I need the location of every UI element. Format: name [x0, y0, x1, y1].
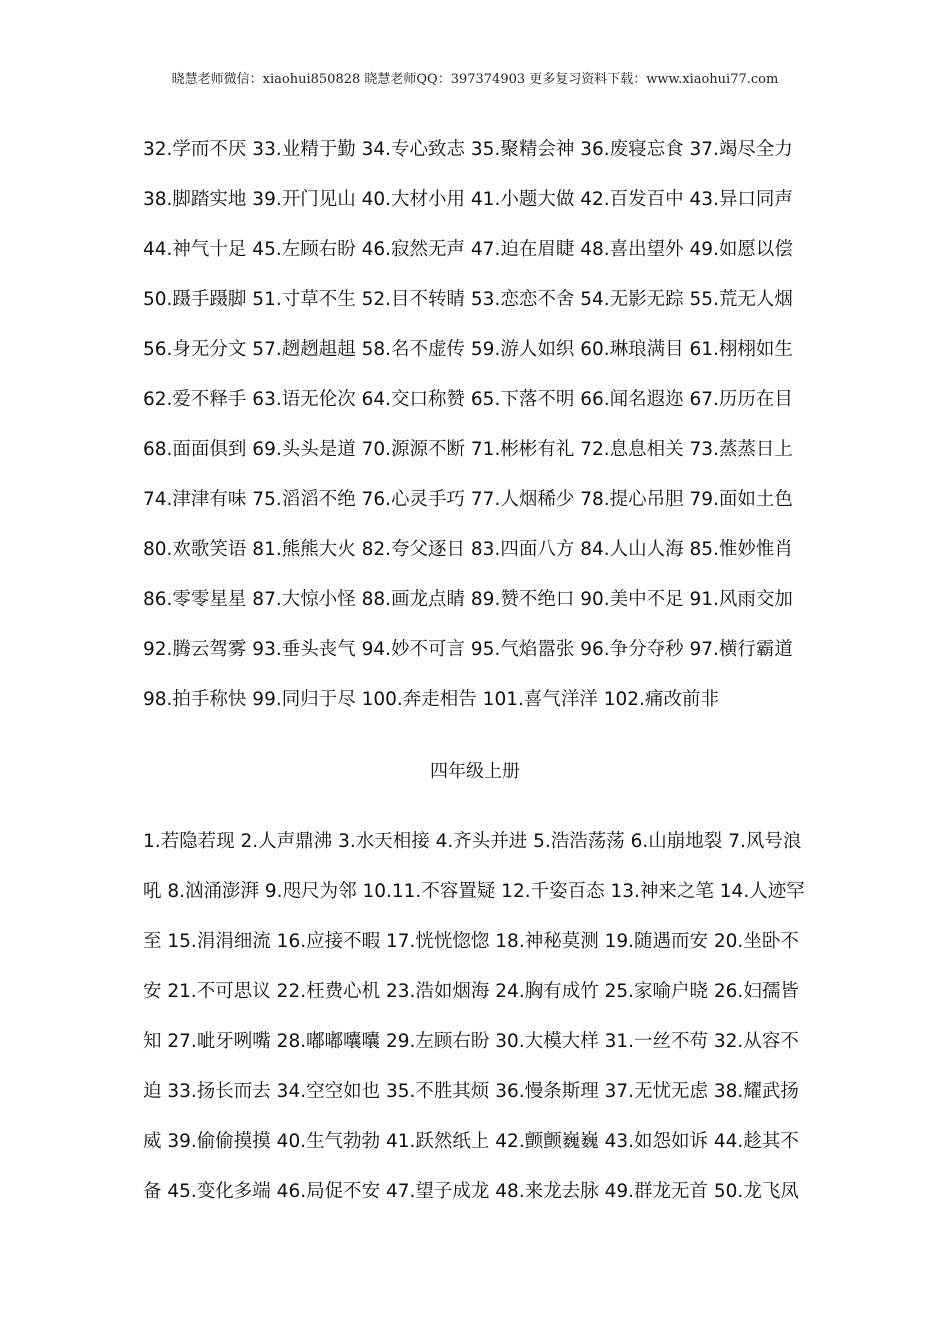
text-line: 38.脚踏实地 39.开门见山 40.大材小用 41.小题大做 42.百发百中 43.异口同声 — [143, 189, 793, 210]
text-line: 迫 33.扬长而去 34.空空如也 35.不胜其烦 36.慢条斯理 37.无忧无虑 38.耀武扬 — [143, 1081, 799, 1102]
text-line: 92.腾云驾雾 93.垂头丧气 94.妙不可言 95.气焰嚣张 96.争分夺秒 97.横行霸道 — [143, 639, 793, 660]
text-line: 98.拍手称快 99.同归于尽 100.奔走相告 101.喜气洋洋 102.痛改前非 — [143, 689, 719, 710]
text-line: 80.欢歌笑语 81.熊熊大火 82.夸父逐日 83.四面八方 84.人山人海 85.惟妙惟肖 — [143, 539, 793, 560]
text-line: 备 45.变化多端 46.局促不安 47.望子成龙 48.来龙去脉 49.群龙无首 50.龙飞凤 — [143, 1181, 799, 1202]
text-line: 68.面面俱到 69.头头是道 70.源源不断 71.彬彬有礼 72.息息相关 73.蒸蒸日上 — [143, 439, 793, 460]
text-line: 吼 8.汹涌澎湃 9.咫尺为邻 10.11.不容置疑 12.千姿百态 13.神来之笔 14.人迹罕 — [143, 881, 805, 902]
idiom-list-block-1 — [143, 125, 823, 725]
idiom-list-block-2 — [143, 817, 823, 1217]
text-line: 62.爱不释手 63.语无伦次 64.交口称赞 65.下落不明 66.闻名遐迩 67.历历在目 — [143, 389, 793, 410]
section-title: 四年级上册 — [430, 761, 520, 782]
text-line: 威 39.偷偷摸摸 40.生气勃勃 41.跃然纸上 42.颤颤巍巍 43.如怨如诉 44.趁其不 — [143, 1131, 799, 1152]
text-line: 44.神气十足 45.左顾右盼 46.寂然无声 47.迫在眉睫 48.喜出望外 49.如愿以偿 — [143, 239, 793, 260]
text-line: 56.身无分文 57.趔趔趄趄 58.名不虚传 59.游人如织 60.琳琅满目 61.栩栩如生 — [143, 339, 793, 360]
text-line: 安 21.不可思议 22.枉费心机 23.浩如烟海 24.胸有成竹 25.家喻户晓 26.妇孺皆 — [143, 981, 799, 1002]
text-line: 至 15.涓涓细流 16.应接不暇 17.恍恍惚惚 18.神秘莫测 19.随遇而安 20.坐卧不 — [143, 931, 799, 952]
text-line: 74.津津有味 75.滔滔不绝 76.心灵手巧 77.人烟稀少 78.提心吊胆 79.面如土色 — [143, 489, 793, 510]
text-line: 知 27.呲牙咧嘴 28.嘟嘟囔囔 29.左顾右盼 30.大模大样 31.一丝不苟 32.从容不 — [143, 1031, 799, 1052]
text-line: 50.蹑手蹑脚 51.寸草不生 52.目不转睛 53.恋恋不舍 54.无影无踪 55.荒无人烟 — [143, 289, 793, 310]
page-header: 晓慧老师微信：xiaohui850828 晓慧老师QQ：397374903 更多复习资料下载：www.xiaohui77.com — [171, 72, 779, 87]
text-line: 1.若隐若现 2.人声鼎沸 3.水天相接 4.齐头并进 5.浩浩荡荡 6.山崩地裂 7.风号浪 — [143, 831, 802, 852]
text-line: 86.零零星星 87.大惊小怪 88.画龙点睛 89.赞不绝口 90.美中不足 91.风雨交加 — [143, 589, 793, 610]
text-line: 32.学而不厌 33.业精于勤 34.专心致志 35.聚精会神 36.废寝忘食 37.竭尽全力 — [143, 139, 793, 160]
